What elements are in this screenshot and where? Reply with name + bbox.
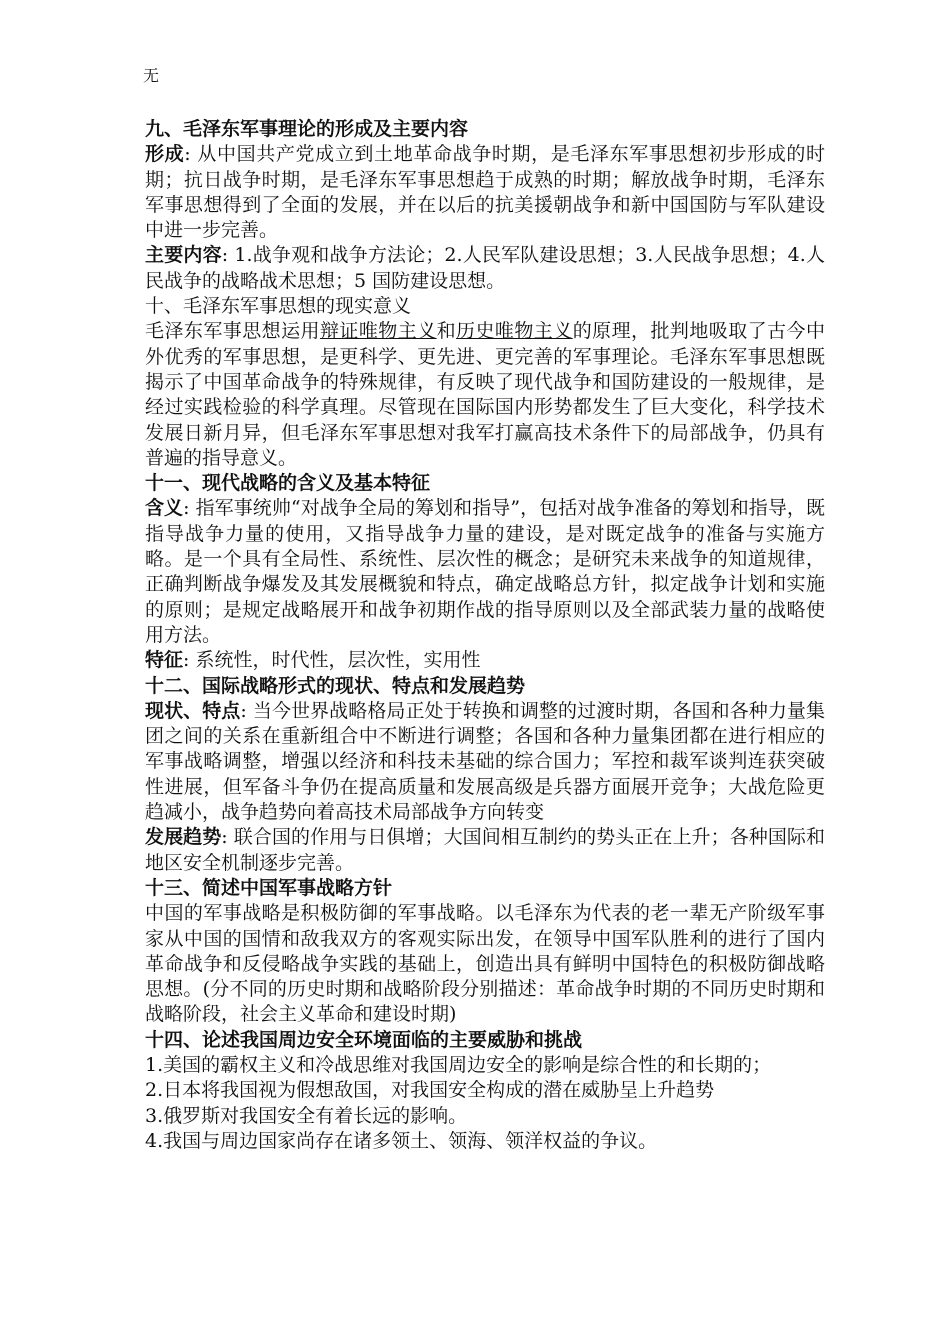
historical-materialism-link[interactable]: 历史唯物主义 <box>456 320 573 343</box>
section-13-paragraph: 中国的军事战略是积极防御的军事战略。以毛泽东为代表的老一辈无产阶级军事家从中国的国情和敌我双方的客观实际出发，在领导中国军队胜利的进行了国内革命战争和反侵略战争实践的基础上，创造出具有鲜明中国特色的积极防御战略思想。(分不同的历史时期和战略阶段分别描述：革命战争时期的不同历史时期和战略阶段，社会主义革命和建设时期) <box>145 902 825 1026</box>
page-header: 无 <box>143 66 160 85</box>
section-9-content <box>145 243 825 294</box>
section-14-title: 十四、论述我国周边安全环境面临的主要威胁和挑战 <box>145 1028 583 1051</box>
section-11-meaning <box>145 496 825 648</box>
feature-text: : 系统性，时代性，层次性，实用性 <box>183 649 481 672</box>
dialectical-materialism-link[interactable]: 辩证唯物主义 <box>319 320 437 343</box>
list-item: 2.日本将我国视为假想敌国，对我国安全构成的潜在威胁呈上升趋势 <box>145 1079 715 1102</box>
document-body <box>145 117 825 1154</box>
section-10-text-c: 的原理，批判地吸取了古今中外优秀的军事思想，是更科学、更先进、更完善的军事理论。毛泽东军事思想既揭示了中国革命战争的特殊规律，有反映了现代战争和国防建设的一般规律，是经过实践检验的科学真理。尽管现在国际国内形势都发生了巨大变化，科学技术发展日新月异，但毛泽东军事思想对我军打赢高技术条件下的局部战争，仍具有普遍的指导意义。 <box>145 320 825 469</box>
feature-label: 特征 <box>145 649 184 672</box>
section-10-title: 十、毛泽东军事思想的现实意义 <box>145 295 412 318</box>
main-content-label: 主要内容 <box>145 244 222 267</box>
list-item: 3.俄罗斯对我国安全有着长远的影响。 <box>145 1104 468 1127</box>
trend-label: 发展趋势 <box>145 826 222 849</box>
section-9-formation <box>145 142 825 243</box>
status-text: : 当今世界战略格局正处于转换和调整的过渡时期，各国和各种力量集团之间的关系在重新组合中不断进行调整；各国和各种力量集团都在进行相应的军事战略调整，增强以经济和科技未基础的综合国力；军控和裁军谈判连获突破性进展，但军备斗争仍在提高质量和发展高级是兵器方面展开竞争；大战危险更趋减小，战争趋势向着高技术局部战争方向转变 <box>145 699 825 824</box>
section-10-text-b: 和 <box>436 320 457 343</box>
section-9-title: 九、毛泽东军事理论的形成及主要内容 <box>145 118 469 140</box>
section-10-text-a: 毛泽东军事思想运用 <box>145 320 320 343</box>
section-11-title: 十一、现代战略的含义及基本特征 <box>145 472 431 495</box>
list-item: 1.美国的霸权主义和冷战思维对我国周边安全的影响是综合性的和长期的； <box>145 1053 772 1076</box>
formation-label: 形成 <box>145 143 185 166</box>
meaning-label: 含义 <box>145 497 184 520</box>
list-item: 4.我国与周边国家尚存在诸多领土、领海、领洋权益的争议。 <box>145 1129 658 1152</box>
main-content-text: : 1.战争观和战争方法论；2.人民军队建设思想；3.人民战争思想；4.人民战争的战略战术思想；5 国防建设思想。 <box>145 244 825 292</box>
section-10-paragraph <box>145 319 825 471</box>
section-11-feature <box>145 648 825 673</box>
section-12-trend <box>145 825 825 876</box>
formation-text: : 从中国共产党成立到土地革命战争时期，是毛泽东军事思想初步形成的时期；抗日战争时期，是毛泽东军事思想趋于成熟的时期；解放战争时期，毛泽东军事思想得到了全面的发展，并在以后的抗美援朝战争和新中国国防与军队建设中进一步完善。 <box>145 143 825 242</box>
section-12-status <box>145 699 825 825</box>
trend-text: : 联合国的作用与日俱增；大国间相互制约的势头正在上升；各种国际和地区安全机制逐步完善。 <box>145 826 825 874</box>
section-13-title: 十三、简述中国军事战略方针 <box>145 876 393 899</box>
section-12-title: 十二、国际战略形式的现状、特点和发展趋势 <box>145 674 526 697</box>
meaning-text: : 指军事统帅“对战争全局的筹划和指导”，包括对战争准备的筹划和指导，既指导战争力量的使用，又指导战争力量的建设，是对既定战争的准备与实施方略。是一个具有全局性、系统性、层次性的概念；是研究未来战争的知道规律，正确判断战争爆发及其发展概貌和特点，确定战略总方针，拟定战争计划和实施的原则；是规定战略展开和战争初期作战的指导原则以及全部武装力量的战略使用方法。 <box>145 497 825 646</box>
status-label: 现状、特点 <box>145 699 241 722</box>
